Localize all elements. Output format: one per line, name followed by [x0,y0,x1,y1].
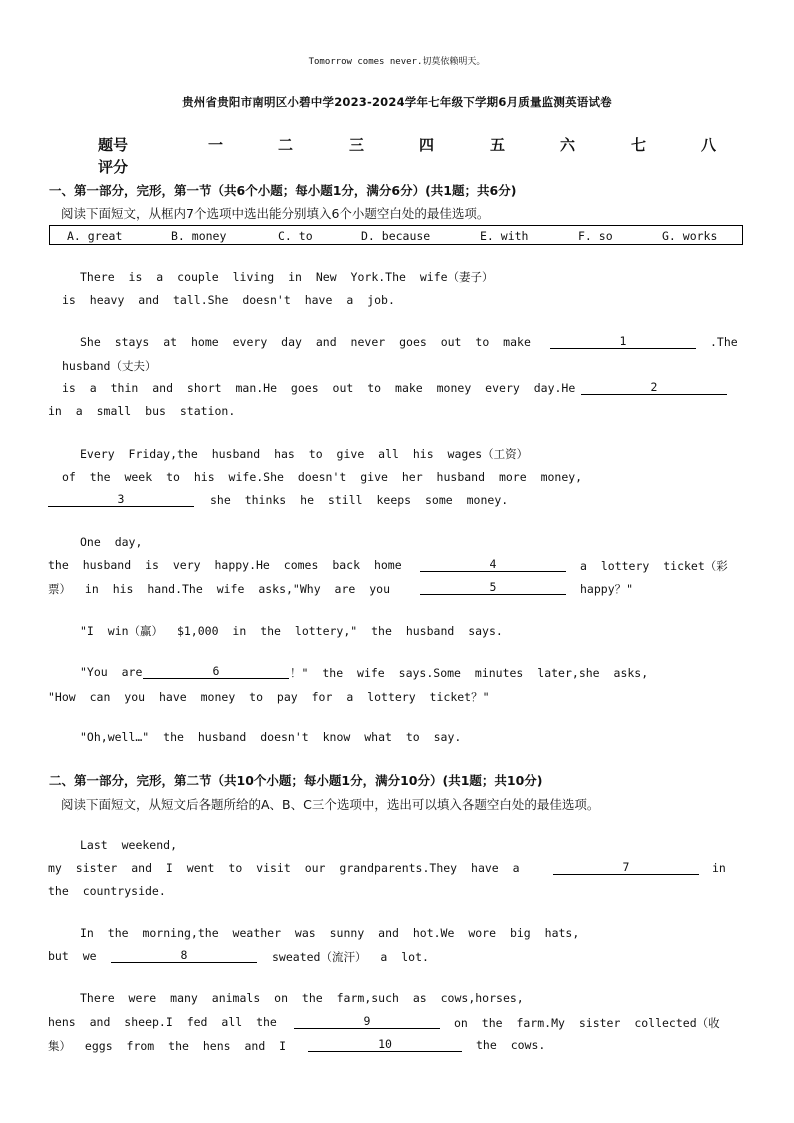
blank-10[interactable]: 10 [308,1038,462,1052]
option-g: G. works [662,229,718,243]
page-motto: Tomorrow comes never.切莫依赖明天。 [308,57,486,67]
passage1-line: There is a couple living in New York.The wife（妻子） [80,270,494,284]
passage1-line: in a small bus station. [48,404,236,418]
score-column-5: 五 [490,136,506,154]
option-b: B. money [171,229,227,243]
passage1-line: She stays at home every day and never goes out to make [80,335,531,349]
option-a: A. great [67,229,123,243]
option-e: E. with [480,229,529,243]
passage2-line: but we [48,949,97,963]
passage1-line: happy？" [580,582,634,596]
section2-instruction: 阅读下面短文，从短文后各题所给的A、B、C三个选项中，选出可以填入各题空白处的最佳选项。 [61,797,600,812]
blank-8[interactable]: 8 [111,949,257,963]
score-column-2: 二 [278,136,294,154]
passage1-line: husband（丈夫） [62,359,157,373]
blank-7[interactable]: 7 [553,861,699,875]
passage1-line: of the week to his wife.She doesn't give her husband more money, [62,470,583,484]
score-row-label: 评分 [98,158,129,176]
passage2-line: in [712,861,726,875]
blank-9[interactable]: 9 [294,1015,440,1029]
score-column-8: 八 [701,136,717,154]
score-column-1: 一 [208,136,224,154]
section1-instruction: 阅读下面短文，从框内7个选项中选出能分别填入6个小题空白处的最佳选项。 [61,206,490,221]
option-d: D. because [361,229,431,243]
section1-heading: 一、第一部分，完形，第一节（共6个小题；每小题1分，满分6分）(共1题；共6分) [49,183,517,198]
passage1-line: 票） in his hand.The wife asks,"Why are you [48,582,391,596]
passage2-line: the cows. [476,1038,546,1052]
passage1-line: is a thin and short man.He goes out to make money every day.He [62,381,576,395]
passage2-line: on the farm.My sister collected（收 [454,1016,720,1030]
options-box [49,225,743,245]
option-c: C. to [278,229,313,243]
passage1-line: a lottery ticket（彩 [580,559,728,573]
passage2-line: 集） eggs from the hens and I [48,1039,287,1053]
passage2-line: hens and sheep.I fed all the [48,1015,277,1029]
blank-1[interactable]: 1 [550,335,696,349]
score-column-6: 六 [560,136,576,154]
passage1-line: "You are [80,665,143,679]
passage1-line: "I win（赢） $1,000 in the lottery," the husband says. [80,624,503,638]
passage2-line: In the morning,the weather was sunny and hot.We wore big hats, [80,926,580,940]
blank-6[interactable]: 6 [143,665,289,679]
passage1-line: is heavy and tall.She doesn't have a job. [62,293,395,307]
option-f: F. so [578,229,613,243]
score-column-4: 四 [419,136,435,154]
passage1-line: "Oh,well…" the husband doesn't know what to say. [80,730,462,744]
exam-title: 贵州省贵阳市南明区小碧中学2023-2024学年七年级下学期6月质量监测英语试卷 [182,95,612,109]
passage1-line: .The [710,335,738,349]
passage1-line: Every Friday,the husband has to give all his wages（工资） [80,447,529,461]
blank-3[interactable]: 3 [48,493,194,507]
passage2-line: There were many animals on the farm,such as cows,horses, [80,991,524,1005]
blank-4[interactable]: 4 [420,558,566,572]
passage1-line: ！" the wife says.Some minutes later,she asks, [290,666,649,680]
blank-5[interactable]: 5 [420,581,566,595]
blank-2[interactable]: 2 [581,381,727,395]
passage2-line: my sister and I went to visit our grandparents.They have a [48,861,520,875]
passage2-line: Last weekend, [80,838,178,852]
passage1-line: "How can you have money to pay for a lottery ticket？" [48,690,490,704]
passage1-line: the husband is very happy.He comes back home [48,558,402,572]
score-column-3: 三 [349,136,365,154]
section2-heading: 二、第一部分，完形，第二节（共10个小题；每小题1分，满分10分）(共1题；共10分) [49,773,543,788]
score-column-7: 七 [631,136,647,154]
passage1-line: she thinks he still keeps some money. [210,493,509,507]
passage1-line: One day, [80,535,143,549]
score-table-header-label: 题号 [98,136,129,154]
passage2-line: sweated（流汗） a lot. [272,950,429,964]
passage2-line: the countryside. [48,884,166,898]
